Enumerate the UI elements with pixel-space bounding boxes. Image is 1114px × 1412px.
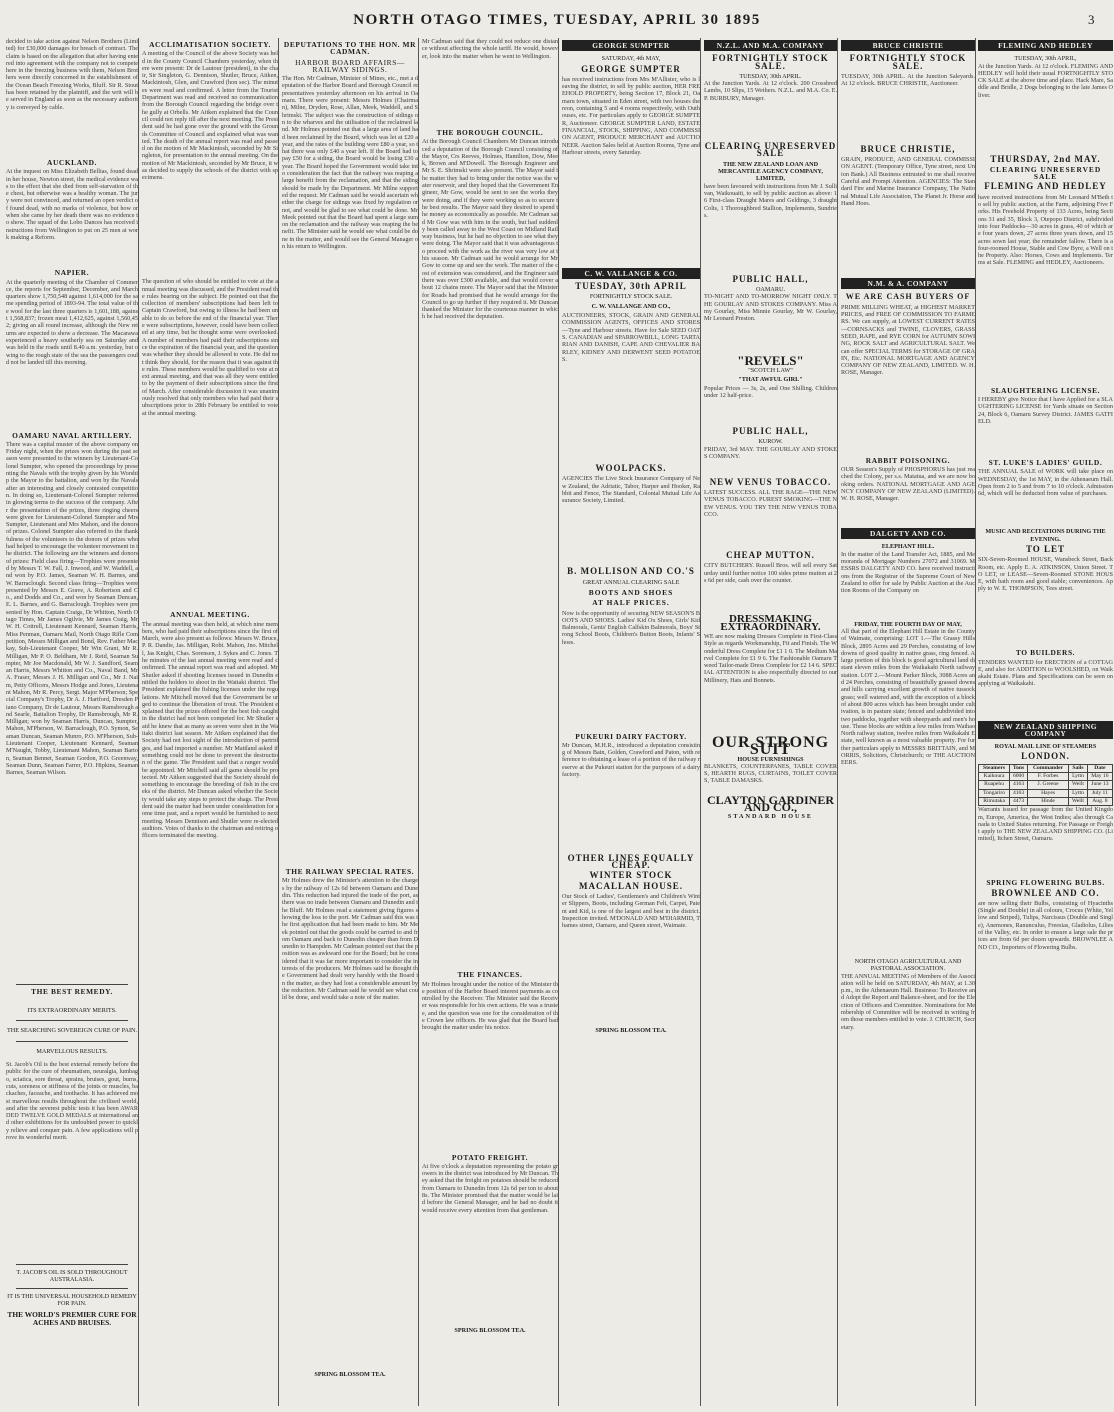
brownlee: BROWNLEE AND CO.	[991, 887, 1100, 898]
divider	[16, 1020, 128, 1021]
column-header: Date	[1087, 764, 1112, 772]
standard-house: STANDARD HOUSE	[727, 813, 814, 821]
text-block: Mr Cadman said that they could not reduce one distance without affecting the whole tariff. He would, however, look into the matter when he went to Wellington.	[422, 38, 558, 60]
text-block: St. Jacob's Oil is the best external remedy before the public for the cure of rheumatism, neuralgia, lumbago, sciatica, sore throat, sprains, bruises, gout, burns, cuts, soreness or stiffness of the joints or muscles, backaches, faceache, and toothache. It has achieved most marvellous results throughout the civilised world, and after the severest public tests it has been AWARDED TWELVE GOLD MEDALS at international and other exhibitions for its undoubted power to quickly relieve and conquer pain. A few applications will prove its wonderful merit.	[6, 1061, 138, 1142]
divider	[16, 1288, 128, 1289]
text-block: At the inquest on Miss Elizabeth Bellias, found dead in her house, Newton street, the medical evidence was to the effect that she died from self-starvation of the chest, but otherwise was a healthy woman. The jury were not convinced, and returned an open verdict of found dead, with no marks of violence, but how or when she came by her death there was no evidence to show. The squad of the Lobo Dances has received instructions from Wellington to put on 25 men at work making a Reform.	[6, 168, 138, 241]
heading-annual-meeting: ANNUAL MEETING.	[170, 610, 250, 620]
nz-loan: THE NEW ZEALAND LOAN AND MERCANTILE AGENCY COMPANY, LIMITED,	[718, 160, 823, 183]
pukeuri-dairy: PUKEURI DAIRY FACTORY.	[575, 731, 687, 741]
masthead-title: NORTH OTAGO TIMES, TUESDAY, APRIL 30 1895	[353, 12, 761, 28]
oil-footer-2: IT IS THE UNIVERSAL HOUSEHOLD REMEDY FOR PAIN.	[7, 1292, 137, 1307]
text-block: Mr Holmes brought under the notice of the Minister the position of the Harbor Board interest payments as controlled by the Receiver. The Minister said the Receiver was responsible for his own actions. He was a trustee, and the question was one for the consideration of the Crown law officers. He was glad that the Board had brought the matter under his notice.	[422, 980, 558, 1032]
fleming-date: TUESDAY, 30th APRIL,	[1014, 55, 1077, 63]
winter-stock: WINTER STOCK	[589, 870, 673, 881]
heading-napier: NAPIER.	[54, 268, 90, 278]
table-cell: July 11	[1087, 789, 1112, 797]
table-row	[979, 773, 1113, 781]
nma-header: N.M. & A. COMPANY	[841, 278, 975, 289]
shipping-header: NEW ZEALAND SHIPPING COMPANY	[978, 721, 1113, 740]
table-row	[979, 797, 1113, 805]
table-cell: J. Greene	[1027, 781, 1068, 789]
table-cell: Rimutaka	[979, 797, 1010, 805]
text-block: The Hon. Mr Cadman, Minister of Mines, etc., met a deputation of the Harbor Board and Borough Council representatives yesterday afternoon on his arrival in Oamaru. There were present: Messrs Holmes (Chairman), Milne, Dryden, Rose, Allan, Meek, Waddell, and Shrimski. The subject was the construction of sidings on to the wharves and the utilisation of the reclaimed land. Mr Holmes pointed out that a large area of land had been reclaimed by the Board, which was let at £20 a year, and the rates of the building were £80 a year, so that there was only £40 a year left. If the Board had to pay £50 for a siding, the Board would be losing £30 a year. The Board hoped the Government would take into consideration the fact that the railway was reaping a large benefit from the reclamation, and that the siding should be made by the Department. Mr Milne supported the request. Mr Cadman said he would ascertain whether the charge for sidings was fixed by regulation or not, and would be glad to see what could be done. Mr Meek pointed out that the Board had spent a large sum on the reclamation and the railway was reaping the benefit. The Minister said he would see what could be done in the matter, and would see the General Manager on his return to Wellington.	[282, 75, 418, 251]
macallan-house: MACALLAN HOUSE.	[578, 880, 683, 891]
column-header: Tons	[1010, 764, 1028, 772]
spring-bulbs: SPRING FLOWERING BULBS.	[986, 878, 1105, 888]
nzlma-header: N.Z.L. AND M.A. COMPANY	[704, 40, 837, 51]
oil-footer-3: THE WORLD'S PREMIER CURE FOR ACHES AND BRUISES.	[7, 1310, 137, 1327]
table-cell: Tongariro	[979, 789, 1010, 797]
rabbit-poisoning: RABBIT POISONING.	[865, 455, 951, 465]
scotch-law: "SCOTCH LAW"	[748, 366, 793, 374]
text-block: have received instructions from Mr Leonard M'Beth to sell by public auction, at the Farm, adjoining Five Forks. His Freehold Property of 133 Acres, being Sections 31 and 35, Block 3, Otepopo District, subdivided into four Paddocks—30 acres in grass, 40 of which are four years down, 27 acres three years down, and 15 acres sown last year; the remainder fallow. There is a four-roomed House, Stable and Cow Byre, a Well on the Property. Also: Horses, Cows and Implements. Terms at Sale. FLEMING and HEDLEY, Auctioneers.	[978, 193, 1113, 267]
nzlma-clearing: CLEARING UNRESERVED SALE	[704, 141, 837, 159]
table-row	[979, 781, 1113, 789]
column-3	[278, 38, 421, 1406]
col3-footer: SPRING BLOSSOM TEA.	[314, 1371, 386, 1379]
george-sumpter-header: GEORGE SUMPTER	[562, 40, 700, 51]
column-header: Steamers	[979, 764, 1010, 772]
table-cell: Hinde	[1027, 797, 1068, 805]
divider	[16, 984, 128, 985]
text-block: LATEST SUCCESS. ALL THE RAGE—THE NEW VENUS TOBACCO. PUREST SMOKING—THE NEW VENUS. YOU TRY THE NEW VENUS TOBACCO.	[704, 489, 837, 518]
clayton-gardiner: CLAYTON GARDINER AND CO.,	[706, 792, 835, 815]
woolpacks: WOOLPACKS.	[595, 463, 667, 474]
thursday: THURSDAY, 2nd MAY.	[990, 153, 1101, 164]
text-block: At the Junction Yards. At 12 o'clock. 200 Crossbred Lambs, 10 Slips, 15 Wethers. N.Z.L. and M.A. Co. E. P. BURBURY, Manager.	[704, 80, 837, 102]
text-block: WE are now making Dresses Complete in First-Class Style as regards Workmanship, Fit and Finish. The Wonderful Dress Complete for £1 1 0. The Medium Marvel Complete for £1 9 6. The Fashionable Oamaru Tweed Tailor-made Dress Complete for £2 14 6. SPECIAL ATTENTION is also respectfully directed to our Millinery, Hats and Bonnets.	[704, 632, 837, 684]
dressmaking: DRESSMAKING EXTRAORDINARY.	[720, 613, 821, 633]
vallange-sub: FORTNIGHTLY STOCK SALE.	[589, 293, 673, 301]
text-block: CITY BUTCHERY. Russell Bros. will sell every Saturday until further notice 100 sides prime mutton at 2s 6d per side, cash over the counter.	[704, 562, 837, 584]
vallange-date: TUESDAY, 30th APRIL	[575, 281, 687, 292]
heading-finances: THE FINANCES.	[457, 970, 523, 980]
text-block: I HEREBY give Notice that I have Applied for a SLAUGHTERING LICENSE for Yards situate on Section 24, Block 6, Oamaru Survey District. JAMES GATFIELD.	[978, 396, 1113, 425]
shipping-table	[978, 764, 1113, 806]
nzlma-sale: FORTNIGHTLY STOCK SALE.	[712, 53, 829, 71]
table-cell: June 13	[1087, 781, 1112, 789]
heading-naval-artillery: OAMARU NAVAL ARTILLERY.	[12, 430, 132, 440]
public-hall: PUBLIC HALL,	[732, 273, 809, 284]
heading-deputations: DEPUTATIONS TO THE HON. MR CADMAN.	[283, 40, 417, 57]
text-block: AUCTIONEERS, STOCK, GRAIN AND GENERAL COMMISSION AGENTS, OFFICES AND STORES—Tyne and Harbour streets. Have for Sale SEED OATS. CANADIAN and SPARROWBILL, LONG TARTARIAN AND DANISH, CAPE AND CHEVALIER BARLEY, KIDNEY AND DERWENT SEED POTATOES.	[562, 312, 700, 363]
heading-potato-freight: POTATO FREIGHT.	[451, 1152, 529, 1162]
table-cell: 4163	[1010, 781, 1028, 789]
remedy-line-1: ITS EXTRAORDINARY MERITS.	[27, 1007, 117, 1015]
vallange-header: C. W. VALLANGE & CO.	[562, 268, 700, 279]
text-block: Warrants issued for passage from the United Kingdom, Europe, America, the West Indies; also through Canada to United States returning. For Passage or Freight apply to THE NEW ZEALAND SHIPPING CO. (Limited), Itchen Street, Oamaru.	[978, 806, 1113, 843]
text-block: decided to take action against Nelson Brothers (Limited) for £30,000 damages for breach of contract. The claim is based on the allegation that after having entered into agreement with the company not to compete here in the freezing business with them, Nelson Brothers were directly concerned in the establishment of the Ocean Beach Freezing Works, Bluff. Sir R. Stout has been retained by the plaintiff, and the writ will be served in England as soon as the necessary authority is conveyed by cable.	[6, 38, 138, 111]
vallange-firm: C. W. VALLANGE AND CO.,	[591, 302, 671, 310]
strong-suit: OUR STRONG SUIT	[711, 733, 830, 759]
text-block: At the Borough Council Chambers Mr Duncan introduced a deputation of the Borough Council consisting of the Mayor, Crs Reeves, Holmes, Hamilton, Dow, Meek, Brown and M'Dowell. The Borough Engineer and Mr S. E. Shrimski were also present. The Mayor said the matter they had to bring under the notice was the water reservoir, and they hoped that the Government Engineer, Mr Gow, would be sent to see the works they were doing, and if they were working so as to secure the best results. The Mayor said they desired to spend the money as economically as possible. Mr Cadman said Mr Gow was with him in the south, but had suddenly been called away to the West Coast on Midland Railway business, but he had no objection to see what they were doing. The Mayor said that it was advantageous to proceed with the work as the river was very low at this season. Mr Cadman said he would arrange for Mr Gow to come up and see the work. The matter of the cost of extension was considered, and the Engineer said there was over £300 available, and that would cover about 12 chains more. The Mayor said that the Minister for Roads had promised that he would arrange for the Council to go up further if they required it. Mr Duncan thanked the Minister for the courteous manner in which he had received the deputation.	[422, 138, 558, 321]
table-cell: Ruapehu	[979, 781, 1010, 789]
table-cell: 6000	[1010, 773, 1028, 781]
other-lines: OTHER LINES EQUALLY CHEAP.	[567, 852, 695, 871]
heading-borough-council: THE BOROUGH COUNCIL.	[436, 128, 544, 137]
text-block: There was a capital muster of the above company on Friday night, when the prizes won during the past season were presented to the winners by Lieutenant-Colonel Sumpter, who opened the proceedings by presenting the Navals with the trophy given by his Worship the Mayor to the battalion, and won by the Navals after an interesting and closely contested competition. In doing so, Lieutenant-Colonel Sumpter referred in glowing terms to the success of the company. After the presentation of the prizes, three ringing cheers were given for Lieutenant-Colonel Sumpter and Mrs Sumpter, Lieutenant and Mrs Mahon, and the donors of prizes. Colonel Sumpter also referred to the thankfulness of the volunteers to the donors of prizes who had helped to encourage the volunteer movement in the district. The following are the winners and donors of prizes: Field class firing—Trophies were presented by Messrs T. W. Fall, J. Inwood, and W. Waddell, and won by P.O. James, Seaman W. H. Barnes, and W. Barraclough. Second class firing—Trophies were presented by Messrs E. Grave, A. Robertson and Co., and Dodds and Co., and won by Seaman Duncan, E. L. Barnes, and G. Barraclough. Trophies were presented by Hon. Captain Craigs, Dr Whitton, North Otago Times, Mr James Ogilvie, Mr James Craig, Mr W. H. Cottrell, Lieutenant Kennard, Seaman Harris, Miss Penman, Oamaru Mail, North Otago Rifle Competition, Messrs Milligan and Bond, Rev. Father Mackay, Sub-Lieutenant Cooper, Mr Win Grant, Mr R. Milligan, Mr P. O. Beldham, Mr J. Reid, Seaman Sumpter, Mr Joe Macdonald, Mr W. J. Sandford, Seaman Harris, Messrs Whitton and Co., Naval Band, Mr A. Fraser, Messrs J. H. Milligan and Co., Mr J. Naim, Petty Officers, Messrs Hodge and Jones, Lieutenant Mahon, Mr R. Percy, Sergt. Major M'Pherson; Special Company's Trophy, Dr A. J. Hartford, Dresden Piano Company, Dr de Lautour, Messrs Ramsbrough and Searle, Battalion Trophy, Dr Ramsbrough, Mr R. Milligan; won by Seaman Harris, Duncan, Sumpter, Mahon, M'Pherson, W. Barraclough, P.O. Symon, Seaman Duncan, Seaman Munro, P.O. M'Pherson, Sub-Lieutenant Cooper, Lieutenant Kennard, Seaman M'Naught, Tobby, Lieutenant Mahon, Seaman Barton, Seaman Bennet, Seaman Gordon, P.O. Greenway, Seaman Dunn, Seaman Farrer, P.O. Hipkins, Seaman Barnes, Seaman Wilson.	[6, 440, 138, 777]
table-cell: Lyttn	[1069, 773, 1088, 781]
heading-best-remedy: THE BEST REMEDY.	[31, 986, 113, 996]
table-cell: Hayes	[1027, 789, 1068, 797]
text-block: THE ANNUAL MEETING of Members of the Association will be held on SATURDAY, 4th MAY, at 1.30 p.m., in the Athenaeum Hall. Business: To Receive and Adopt the Report and Balance-sheet, and for the Election of Officers and Committee. Nominations for Membership of Committee will be received in writing from those members entitled to vote. J. CHURCH, Secretary.	[841, 972, 975, 1031]
table-cell: Wellt	[1069, 781, 1088, 789]
table-cell: 4473	[1010, 797, 1028, 805]
page-number: 3	[1088, 12, 1096, 27]
awful-girl: "THAT AWFUL GIRL"	[738, 375, 803, 383]
house-furnishings: HOUSE FURNISHINGS	[737, 755, 804, 763]
table-cell: Wellt	[1069, 797, 1088, 805]
text-block: The annual meeting was then held, at which nine members, who had paid their subscriptions since the first of March, were also present as follows: Messrs W. Bruce, P. R. Dandie, Jas. Milligan, Robt. Mahon, Jno. Mitchell, Jas Knight, Chas. Sorensen, J. Sykes and C. Jones. The minutes of the last annual meeting were read and confirmed. The annual report was read and adopted. Mr Shutler asked if shooting licenses issued in Dunedin entitled the holders to shoot in the Waitaki district. The President explained the fishing licenses under the regulations. Mr Mitchell moved that the Government be urged to continue the liberation of trout. The President explained that the prizes offered for the best fish caught in the district had not been competed for. Mr Shutler said he knew that as many as seven were shot in the Waitaki district last season. Mr Aitken explained that the Society had not lost sight of the introduction of partridges, and had imported a number. Mr Maitland asked if something could not be done to prevent the destruction of the game. The President said that a ranger would be appointed. Mr Mitchell said all game should be protected. Mr Aitken suggested that the Society should do something to encourage the breeding of fish in the creeks of the district. Mr Duncan asked whether the Society would take any steps to protect the shags. The President said the matter had been under consideration for some time past, and a report would be furnished to next meeting. Messrs Dennison and Shutler were re-elected auditors. Votes of thanks to the chairman and retiring officers terminated the meeting.	[142, 620, 278, 840]
fleming-clearing: CLEARING UNRESERVED SALE	[989, 164, 1102, 182]
mollison-header: B. MOLLISON AND CO.'S	[567, 566, 695, 577]
text-block: Mr Holmes drew the Minister's attention to the charges by the railway of 12s 6d between Oamaru and Dunedin. This reduction had injured the trade of the port, as there was no trade between Oamaru and Dunedin and the Bluff. Mr Holmes read a statement giving figures showing the loss to the port. Mr Cadman said this was the first application that had been made to him. Mr Meek pointed out that the goods could be carried to and from Oamaru and back to Dunedin cheaper than from Dunedin to Hampden. Mr Cadman pointed out that the position was as awkward one for the Board; but he considered that it was far more important to consider the interests of the producers. Mr Holmes said he thought the Government had dealt very harshly with the Board in the matter, as they had lost a considerable amount by the reduction. Mr Cadman said he would see what could be done, and would take a note of the matter.	[282, 877, 418, 1002]
masthead	[0, 12, 1114, 32]
col5-footer: SPRING BLOSSOM TEA.	[595, 1027, 667, 1035]
text-block: All that part of the Elephant Hill Estate in the County of Waimate, comprising: LOT 1.—The Grassy Hills Block, 2895 Acres and 29 Perches, consisting of low downs of good quality in native grass, ring fenced. A large portion of this block is good agricultural land distant eleven miles from the Waikakahi North railway station. LOT 2.—Mount Parker Block, 3088 Acres and 24 Perches, consisting of beautifully grassed downs and hills carrying excellent growth of native tussock grass; well watered and, with the exception of a block of about 800 acres which has been brought under cultivation, is in pasture state; fenced and subdivided into two paddocks, together with sheepyards and men's house. These blocks are within a few miles from Waihao North railway station, twelve miles from Waikakahi Estate, well known as a most valuable property. For further particulars apply to MESSRS BRITTAIN, and MORRIS, Solicitors, Christchurch; or THE AUCTIONEERS.	[841, 627, 975, 767]
bruce-sale: FORTNIGHTLY STOCK SALE.	[849, 53, 967, 71]
text-block: AGENCIES The Live Stock Insurance Company of New Zealand, the Adriatic, Tabor, Harper and Hooker, Rabbit and Fence, The Standard, Colonial Mutual Life Assurance Society, Limited.	[562, 475, 700, 505]
oamaru: OAMARU.	[755, 285, 786, 293]
table-cell: Kaikoura	[979, 773, 1010, 781]
table-cell: Lyttn	[1069, 789, 1088, 797]
oil-footer-1: T. JACOB'S OIL IS SOLD THROUGHOUT AUSTRALASIA.	[16, 1269, 128, 1284]
to-builders: TO BUILDERS.	[1015, 648, 1076, 658]
text-block: TUESDAY, 30th APRIL. At the Junction Saleyards. At 12 o'clock. BRUCE CHRISTIE, Auctioneer.	[841, 72, 975, 88]
nzlma-date: TUESDAY, 30th APRIL.	[739, 72, 802, 80]
text-block: Now is the opportunity of securing NEW SEASON'S BOOTS AND SHOES. Ladies' Kid Ox Shoes, Girls' Kid Balmorals, Gents' English Calfskin Balmorals, Boys' Strong School Boots, Children's Button Boots, Infants' Shoes.	[562, 609, 700, 646]
text-block: At five o'clock a deputation representing the potato growers in the district was introduced by Mr Duncan. They asked that the freight on potatoes should be reduced from Oamaru to Dunedin from 12s 6d per ton to about 8s. The Minister promised that the matter would be laid before the General Manager, and he had no doubt it would receive every attention from that gentleman.	[422, 1162, 558, 1214]
table-row	[979, 789, 1113, 797]
table-cell: F. Forbes	[1027, 773, 1068, 781]
text-block: BLANKETS, COUNTERPANES, TABLE COVERS, HEARTH RUGS, CURTAINS, TOILET COVERS, TABLE DAMASKS.	[704, 762, 837, 785]
boots-and-shoes: BOOTS AND SHOES	[588, 587, 674, 597]
revels: "REVELS"	[737, 353, 804, 369]
text-block: TENDERS WANTED for ERECTION of a COTTAGE, and also for ADDITION to WOOLSHED, on Waikakahi Estate. Plans and Specifications can be seen on applying at Waikakahi.	[978, 658, 1113, 688]
remedy-line-3: MARVELLOUS RESULTS.	[36, 1047, 108, 1055]
table-header-row	[979, 764, 1113, 772]
dalgety-header: DALGETY AND CO.	[841, 528, 975, 539]
text-block: FRIDAY, 3rd MAY. THE GOURLAY AND STOKES COMPANY.	[704, 445, 837, 461]
fleming-name: FLEMING AND HEDLEY	[984, 181, 1107, 192]
forfeiture-date: FRIDAY, THE FOURTH DAY OF MAY,	[854, 620, 962, 628]
text-block: The question of who should be entitled to vote at the annual meeting was discussed, and the President read the rules bearing on the subject. He pointed out that the collection of members' subscriptions had been left to Captain Crawford, but owing to illness he had been unable to do so before the end of the financial year. There were subscriptions, however, could have been collected at any time, but he thought some were overlooked. A number of members had paid their subscriptions since the expiration of the financial year, and the question was whether they should be allowed to vote. He did not think they should, for the reason that it was against the rules. These members would be qualified to vote at next annual meeting, and that was all they were entitled to by the payment of their subscriptions since the first of March. After considerable discussion it was unanimously resolved that only members who had paid their subscriptions prior to 28th February be entitled to vote at the annual meeting.	[142, 278, 278, 417]
text-block: PRIME MILLING WHEAT, at HIGHEST MARKET PRICES, and FREE OF COMMISSION TO FARMERS. We can supply, at LOWEST CURRENT RATES—CORNSACKS and TWINE, CLOVERS, GRASS SEED, RAPE, and RYE CORN for AUTUMN SOWING, ROCK SALT and AGRICULTURAL SALT. We can offer SPECIAL TERMS for STORAGE OF GRAIN, Etc. NATIONAL MORTGAGE AND AGENCY COMPANY OF NEW ZEALAND, LIMITED. W. H. ROSE, Manager.	[841, 303, 975, 377]
text-block: At the Junction Yards. At 12 o'clock. FLEMING AND HEDLEY will hold their usual FORTNIGHTLY STOCK SALE at the above time and place. Hack Mare, Saddle and Bridle, 2 Dogs belonging to the late James Oliver.	[978, 62, 1113, 99]
divider	[16, 1264, 128, 1265]
new-venus-tobacco: NEW VENUS TOBACCO.	[709, 476, 832, 487]
bruce-christie: BRUCE CHRISTIE,	[860, 143, 956, 154]
george-sumpter-name: GEORGE SUMPTER	[581, 63, 681, 74]
text-block: Our Stock of Ladies', Gentlemen's and Children's Winter Slippers, Boots, including German Felt, Carpet, Patent and Kid, is one of the largest and best in the district. Inspection invited. M'DONALD AND M'DIARMID, Thames street, Oamaru, and Queen street, Waimate.	[562, 893, 700, 930]
col4-footer: SPRING BLOSSOM TEA.	[454, 1326, 526, 1334]
to-let: TO LET	[1025, 543, 1066, 554]
column-header: Commander	[1027, 764, 1068, 772]
ladies-guild: ST. LUKE'S LADIES' GUILD.	[988, 458, 1103, 468]
column-4	[418, 38, 561, 1406]
column-8	[975, 38, 1114, 1406]
text-block: SIX-Seven-Roomed HOUSE, Wansbeck Street, Back Room, etc. Apply E. A. ATKINSON, Union Street. TO LET, or LEASE—Seven-Roomed STONE HOUSE, with bath room and good stable; conveniences. Apply to W. E. THOMPSON, Tees street.	[978, 556, 1113, 593]
column-header: Sails	[1069, 764, 1088, 772]
column-5	[558, 38, 703, 1406]
column-1	[4, 38, 138, 1406]
kurow-public-hall: PUBLIC HALL,	[732, 426, 809, 437]
london: LONDON.	[1021, 751, 1070, 762]
text-block: A meeting of the Council of the above Society was held in the County Council Chambers yesterday, when there were present: Dr de Lautour (president), in the chair, Sir Singleton, G. Dennison, Shutler, Bruce, Aitken, Mackintosh, Glen, and Crawford (hon sec). The minutes were read and confirmed. A letter from the Tourist Department was read and received no communication from the Borough Council regarding the bridge over the gully at Orbells. Mr Aitken explained that the Council could not reply till after the next meeting. The President said he had gone over the ground with the Grounds Committee of Council and explained what was wanted. The death of the annual report was read and passed on the motion of Mr Mackintosh, seconded by Mr Singleton, for presentation to the annual meeting. On the motion of Mr Mackintosh, seconded by Mr Bruce, it was decided to supply the schools of the district with specimens.	[142, 50, 278, 182]
remedy-line-2: THE SEARCHING SOVEREIGN CURE OF PAIN.	[6, 1027, 138, 1035]
mollison-sub: GREAT ANNUAL CLEARING SALE	[582, 578, 680, 586]
elephant-hill: ELEPHANT HILL.	[881, 543, 935, 551]
cheap-mutton: CHEAP MUTTON.	[726, 550, 815, 561]
half-prices: AT HALF PRICES.	[592, 598, 670, 608]
column-2	[138, 38, 281, 1406]
slaughtering-license: SLAUGHTERING LICENSE.	[990, 385, 1101, 395]
text-block: At the quarterly meeting of the Chamber of Commerce, the reports for September, December, and March quarters show 1,750,548 against 1,614,000 for the same spending period of 1893-94. The total value of the wool for the last three quarters is 1,601,188, against 1,568,837; frozen meat 1,412,625, against 1,560,452; giving an all round increase, although the New returns are expected to show a decrease. The Macarawa experienced a heavy southerly sea on Saturday and was held in the roads until 8.40 a.m. yesterday, but owing to the rough state of the sea the passengers could not be landed till this morning.	[6, 278, 138, 366]
agricultural-association: NORTH OTAGO AGRICULTURAL AND PASTORAL ASSOCIATION.	[854, 957, 962, 973]
text-block: OUR Season's Supply of PHOSPHORUS has just reached the Colony, per s.s. Matatua, and we are now booking orders. NATIONAL MORTGAGE AND AGENCY COMPANY OF NEW ZEALAND (LIMITED). W. H. ROSE, Manager.	[841, 466, 975, 503]
text-block: THE ANNUAL SALE of WORK will take place on WEDNESDAY, the 1st MAY, in the Athenaeum Hall. Open from 2 to 5 and from 7 to 10 o'clock. Admission 6d, which will be deducted from value of purchases.	[978, 468, 1113, 498]
text-block: have been favoured with instructions from Mr J. Sullivan, Waikouaiti, to sell by public auction as above: 16 First-class Draught Mares and Geldings, 3 draught Colts, 1 Thoroughbred Stallion, Implements, Sundries.	[704, 182, 837, 219]
music-recitations: MUSIC AND RECITATIONS DURING THE EVENING.	[985, 528, 1106, 543]
text-block: GRAIN, PRODUCE, AND GENERAL COMMISSION AGENT. (Temporary Office, Tyne street, next Union Bank.) All Business entrusted to me shall receive Careful and Prompt Attention. AGENCIES: The Standard Fire and Marine Insurance Company, The National Mutual Life Association, The Planet Jr. Horse and Hand Hoes.	[841, 156, 975, 207]
text-block: In the matter of the Land Transfer Act, 1885, and Memoranda of Mortgage Numbers 27072 and 31069. MESSRS DALGETY AND CO. have received instructions from the Registrar of the Supreme Court of New Zealand to offer for sale by Public Auction at the Auction Rooms of the Company on	[841, 550, 975, 595]
heading-acclimatisation: ACCLIMATISATION SOCIETY.	[149, 40, 271, 49]
table-cell: Aug. 8	[1087, 797, 1112, 805]
table-cell: 4163	[1010, 789, 1028, 797]
text-block: are now selling their Bulbs, consisting of Hyacinths (Single and Double) in all colours, Crocus (White, Yellow and Striped), Tulips, Narcissus (Double and Single), Anemones, Ranunculus, Freesias, Gladiolus, Lilies of the Valley, etc. In order to ensure a large sale the prices are from 6d per dozen upwards. BROWNLEE AND CO., Importers of Flowering Bulbs.	[978, 899, 1113, 951]
bruce-christie-header: BRUCE CHRISTIE	[841, 40, 975, 51]
text-block: Popular Prices — 3s, 2s, and One Shilling. Children under 12 half-price.	[704, 385, 837, 400]
text-block: TO-NIGHT AND TO-MORROW NIGHT ONLY. THE GOURLAY AND STOKES COMPANY. Miss Amy Gourlay, Miss Minnie Gourlay, Mr W. Gourlay, Mr Leonard Preston.	[704, 293, 837, 323]
kurow: KUROW.	[758, 438, 783, 446]
sale-date: SATURDAY, 4th MAY,	[601, 55, 661, 63]
divider	[16, 1041, 128, 1042]
heading-auckland: AUCKLAND.	[47, 158, 97, 167]
fleming-header: FLEMING AND HEDLEY	[978, 40, 1113, 51]
column-6	[700, 38, 840, 1406]
table-cell: May 16	[1087, 773, 1112, 781]
royal-mail: ROYAL MAIL LINE OF STEAMERS	[994, 743, 1097, 751]
text-block: Mr Duncan, M.H.R., introduced a deputation consisting of Messrs Bain, Golden, Crawford and Paton, with reference to obtaining a lease of a portion of the railway reserve at the Pukeuri station for the purposes of a dairy factory.	[562, 741, 700, 779]
column-7	[837, 38, 978, 1406]
text-block: has received instructions from Mrs M'Allister, who is leaving the district, to sell by public auction, HER FREEHOLD PROPERTY, being Section 17, Block 21, Oamaru town, situated in Eden street, with two houses thereon, containing 5 and 4 rooms respectively, with Outhouses, etc. For particulars apply to GEORGE SUMPTER, Auctioneer. GEORGE SUMPTER LAND, ESTATE FINANCIAL, STOCK, SHIPPING, AND COMMISSION AGENT, PRODUCE MERCHANT and AUCTIONEER. Auction Sales held at Auction Rooms, Tyne and Harbour streets, every Saturday.	[562, 75, 700, 156]
cash-buyers: WE ARE CASH BUYERS OF	[845, 292, 971, 302]
heading-harbor-board: HARBOR BOARD AFFAIRS—RAILWAY SIDINGS.	[295, 57, 405, 74]
heading-special-rates: THE RAILWAY SPECIAL RATES.	[285, 867, 415, 877]
